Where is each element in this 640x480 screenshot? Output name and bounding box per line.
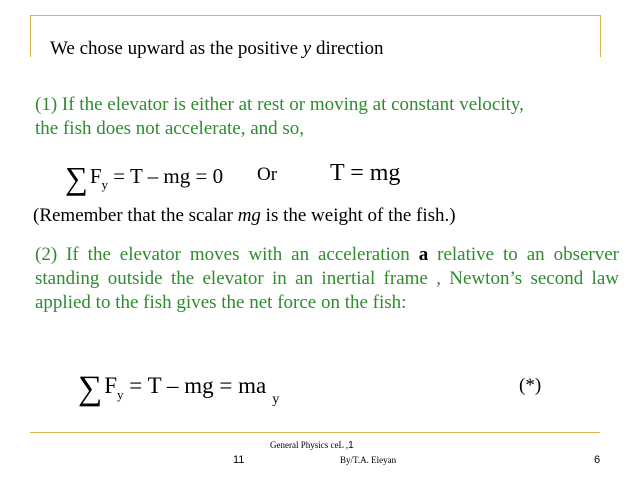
sum-symbol: ∑ <box>65 160 88 196</box>
acceleration-subscript: y <box>272 392 280 407</box>
equation-3 <box>78 370 279 408</box>
footer-left-number: 11 <box>233 454 245 466</box>
heading-var: y <box>302 38 312 59</box>
paragraph-1-line-1: (1) If the elevator is either at rest or moving at constant velocity, <box>35 94 524 115</box>
equation-2: T = mg <box>330 160 401 186</box>
footer-course <box>270 440 354 451</box>
note-post: is the weight of the fish.) <box>260 205 456 226</box>
force-subscript: y <box>101 177 108 192</box>
sum-symbol-2: ∑ <box>78 370 103 407</box>
top-rule <box>30 15 600 16</box>
bottom-rule <box>30 432 600 433</box>
force-symbol: F <box>89 164 102 188</box>
force-symbol-2: F <box>104 373 118 398</box>
paragraph-1-line-2: the fish does not accelerate, and so, <box>35 118 305 139</box>
or-label: Or <box>257 164 278 185</box>
right-vertical-rule <box>600 15 601 57</box>
equation-tag: (*) <box>519 375 542 396</box>
equation-1-rest: = T – mg = 0 <box>108 164 224 188</box>
heading-post: direction <box>311 38 384 59</box>
note-var: mg <box>237 205 261 226</box>
paragraph-2-post: relative to an observer standing outside the elevator in an inertial frame , Newton’s second law applied to the fish gives the net force on the fish: <box>35 244 619 313</box>
page-number: 6 <box>594 454 601 466</box>
acceleration-symbol: a <box>418 244 429 265</box>
footer-course-num: 1 <box>348 440 354 451</box>
paragraph-2 <box>35 243 619 315</box>
weight-note <box>33 205 456 227</box>
equation-3-rest: = T – mg = ma <box>123 373 267 398</box>
paragraph-2-pre: (2) If the elevator moves with an acceleration <box>35 244 419 265</box>
force-subscript-2: y <box>117 387 124 402</box>
left-vertical-rule <box>30 15 31 57</box>
slide-heading <box>50 38 384 60</box>
heading-pre: We chose upward as the positive <box>50 38 303 59</box>
equation-1 <box>65 160 223 197</box>
note-pre: (Remember that the scalar <box>33 205 238 226</box>
footer-author: By/T.A. Eleyan <box>340 455 397 465</box>
footer-course-text: General Physics ceL , <box>270 440 349 450</box>
paragraph-1 <box>35 93 605 141</box>
